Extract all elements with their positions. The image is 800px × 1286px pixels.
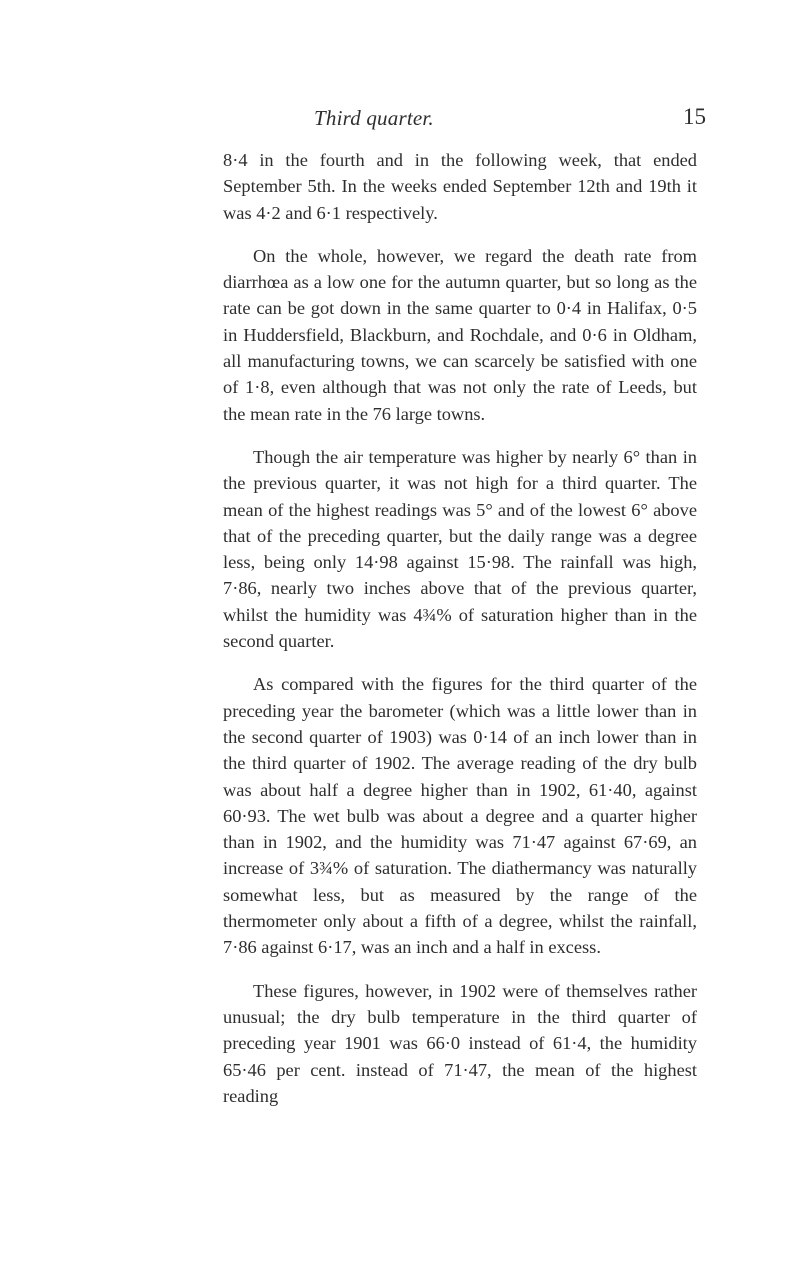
paragraph-air-temperature: Though the air temperature was higher by nearly 6° than in the previous quarter, it was not high for a third quarter. The mean of the highest readings was 5° and of the lowest 6° above that of the preceding quarter, but the daily range was a degree less, being only 14·98 against 15·98. The rainfall was high, 7·86, nearly two inches above that of the previous quarter, whilst the humidity was 4¾% of saturation higher than in the second quarter. — [223, 446, 697, 652]
paragraph-unusual-figures: These figures, however, in 1902 were of themselves rather unusual; the dry bulb temperature in the third quarter of preceding year 1901 was 66·0 instead of 61·4, the humidity 65·46 per cent. instead of 71·47, the mean of the highest reading — [223, 980, 697, 1106]
paragraph-diarrhoea-weekly-rates: 8·4 in the fourth and in the following week, that ended September 5th. In the weeks ended September 12th and 19th it was 4·2 and 6·1 respectively. — [223, 150, 697, 223]
paragraph-comparison-1902: As compared with the figures for the third quarter of the preceding year the barometer (which was a little lower than in the second quarter of 1903) was 0·14 of an inch lower than in the third quarter of 1902. The average reading of the dry bulb was about half a degree higher than in 1902, 61·40, against 60·93. The wet bulb was about a degree and a quarter higher than in 1902, and the humidity was 71·47 against 67·69, an increase of 3¾% of saturation. The diathermancy was naturally somewhat less, but as measured by the range of the thermometer only about a fifth of a degree, whilst the rainfall, 7·86 against 6·17, was an inch and a half in excess. — [223, 674, 697, 958]
page-number: 15 — [683, 104, 706, 129]
paragraph-autumn-death-rate: On the whole, however, we regard the death rate from diarrhœa as a low one for the autumn quarter, but so long as the rate can be got down in the same quarter to 0·4 in Halifax, 0·5 in Huddersfield, Blackburn, and Rochdale, and 0·6 in Oldham, all manufacturing towns, we can scarcely be satisfied with one of 1·8, even although that was not only the rate of Leeds, but the mean rate in the 76 large towns. — [223, 245, 697, 424]
body-text — [223, 147, 697, 1126]
running-title: Third quarter. — [314, 106, 434, 130]
